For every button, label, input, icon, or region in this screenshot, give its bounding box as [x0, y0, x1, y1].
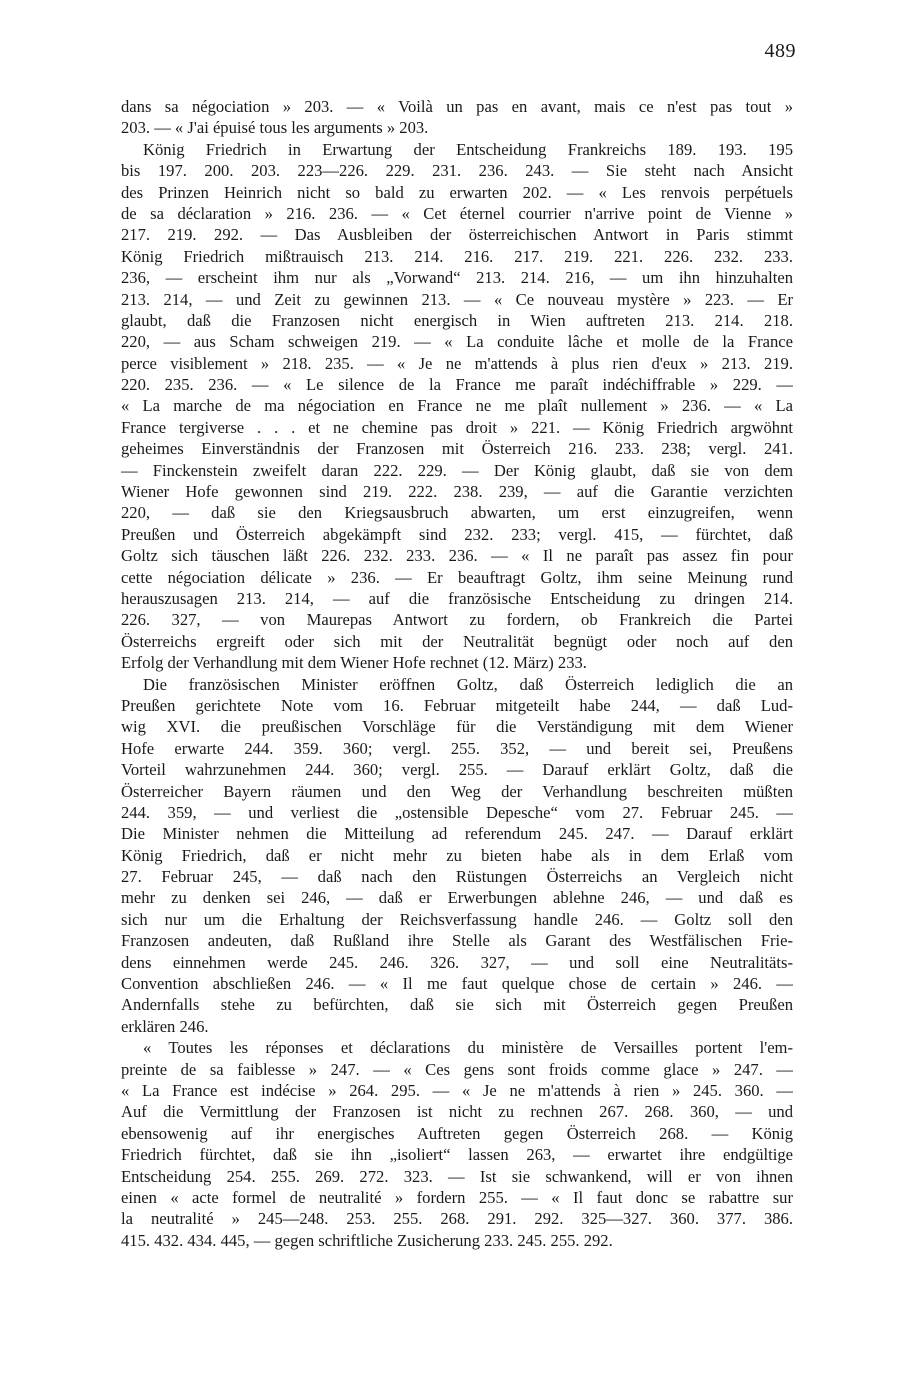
text-line: perce visiblement » 218. 235. — « Je ne m'attends à plus rien d'eux » 213. 219.	[121, 353, 793, 373]
text-line: König Friedrich, daß er nicht mehr zu bieten habe als in dem Erlaß vom	[121, 845, 793, 865]
text-line: 213. 214, — und Zeit zu gewinnen 213. — « Ce nouveau mystère » 223. — Er	[121, 289, 793, 309]
text-line: glaubt, daß die Franzosen nicht energisch in Wien auftreten 213. 214. 218.	[121, 310, 793, 330]
text-line: 203. — « J'ai épuisé tous les arguments » 203.	[121, 118, 429, 138]
text-line: 27. Februar 245, — daß nach den Rüstungen Österreichs an Vergleich nicht	[121, 867, 793, 887]
paragraph-3	[121, 674, 793, 1038]
text-line: Convention abschließen 246. — « Il me faut quelque chose de certain » 246. —	[121, 974, 793, 994]
paragraph-2	[121, 139, 793, 674]
text-line: France tergiverse . . . et ne chemine pas droit » 221. — König Friedrich argwöhnt	[121, 417, 793, 437]
text-line: 220, — daß sie den Kriegsausbruch abwarten, um erst einzugreifen, wenn	[121, 503, 793, 523]
text-line: Franzosen andeuten, daß Rußland ihre Stelle als Garant des Westfälischen Frie-	[121, 931, 793, 951]
text-line: dans sa négociation » 203. — « Voilà un pas en avant, mais ce n'est pas tout »	[121, 97, 793, 116]
text-line: 244. 359, — und verliest die „ostensible Depesche“ vom 27. Februar 245. —	[121, 802, 793, 822]
text-line: 236, — erscheint ihm nur als „Vorwand“ 213. 214. 216, — um ihn hinzuhalten	[121, 268, 793, 288]
text-line: Erfolg der Verhandlung mit dem Wiener Hofe rechnet (12. März) 233.	[121, 653, 587, 673]
text-line: Preußen gerichtete Note vom 16. Februar mitgeteilt habe 244, — daß Lud-	[121, 695, 793, 715]
text-line: de sa déclaration » 216. 236. — « Cet éternel courrier n'arrive point de Vienne »	[121, 203, 793, 223]
text-line: 415. 432. 434. 445, — gegen schriftliche Zusicherung 233. 245. 255. 292.	[121, 1230, 613, 1250]
text-line: mehr zu denken sei 246, — daß er Erwerbungen ablehne 246, — und daß es	[121, 888, 793, 908]
page-number: 489	[764, 40, 796, 62]
text-line: bis 197. 200. 203. 223—226. 229. 231. 236. 243. — Sie steht nach Ansicht	[121, 161, 793, 181]
text-line: Vorteil wahrzunehmen 244. 360; vergl. 255. — Darauf erklärt Goltz, daß die	[121, 760, 793, 780]
text-line: cette négociation délicate » 236. — Er beauftragt Goltz, ihm seine Meinung rund	[121, 567, 793, 587]
text-line: Goltz sich täuschen läßt 226. 232. 233. 236. — « Il ne paraît pas assez fin pour	[121, 546, 793, 566]
text-line: sich nur um die Erhaltung der Reichsverfassung handle 246. — Goltz soll den	[121, 909, 793, 929]
text-line: Preußen und Österreich abgekämpft sind 232. 233; vergl. 415, — fürchtet, daß	[121, 524, 793, 544]
text-line: des Prinzen Heinrich nicht so bald zu erwarten 202. — « Les renvois perpétuels	[121, 182, 793, 202]
text-line: Entscheidung 254. 255. 269. 272. 323. — Ist sie schwankend, will er von ihnen	[121, 1166, 793, 1186]
text-line: Österreichs ergreift oder sich mit der Neutralität begnügt oder noch auf den	[121, 631, 793, 651]
index-text	[121, 96, 793, 1251]
text-line: Hofe erwarte 244. 359. 360; vergl. 255. 352, — und bereit sei, Preußens	[121, 738, 793, 758]
text-line: geheimes Einverständnis der Franzosen mit Österreich 216. 233. 238; vergl. 241.	[121, 439, 793, 459]
text-line: Wiener Hofe gewonnen sind 219. 222. 238. 239, — auf die Garantie verzichten	[121, 482, 793, 502]
text-line: « La France est indécise » 264. 295. — « Je ne m'attends à rien » 245. 360. —	[121, 1080, 793, 1100]
paragraph-4	[121, 1037, 793, 1251]
text-line: 220. 235. 236. — « Le silence de la France me paraît indéchiffrable » 229. —	[121, 375, 793, 395]
text-line: Die französischen Minister eröffnen Goltz, daß Österreich lediglich die an	[143, 674, 793, 694]
text-line: dens einnehmen werde 245. 246. 326. 327, — und soll eine Neutralitäts-	[121, 952, 793, 972]
text-line: erklären 246.	[121, 1016, 209, 1036]
text-line: König Friedrich in Erwartung der Entscheidung Frankreichs 189. 193. 195	[143, 139, 793, 159]
text-line: Auf die Vermittlung der Franzosen ist nicht zu rechnen 267. 268. 360, — und	[121, 1102, 793, 1122]
text-line: Die Minister nehmen die Mitteilung ad referendum 245. 247. — Darauf erklärt	[121, 824, 793, 844]
text-line: ebensowenig auf ihr energisches Auftreten gegen Österreich 268. — König	[121, 1123, 793, 1143]
text-line: Friedrich fürchtet, daß sie ihn „isoliert“ lassen 263, — erwartet ihre endgültige	[121, 1145, 793, 1165]
text-line: herauszusagen 213. 214, — auf die französische Entscheidung zu dringen 214.	[121, 588, 793, 608]
text-line: 217. 219. 292. — Das Ausbleiben der österreichischen Antwort in Paris stimmt	[121, 225, 793, 245]
text-line: — Finckenstein zweifelt daran 222. 229. — Der König glaubt, daß sie von dem	[121, 460, 793, 480]
text-line: wig XVI. die preußischen Vorschläge für die Verständigung mit dem Wiener	[121, 717, 793, 737]
text-line: la neutralité » 245—248. 253. 255. 268. 291. 292. 325—327. 360. 377. 386.	[121, 1209, 793, 1229]
text-line: « Toutes les réponses et déclarations du ministère de Versailles portent l'em-	[143, 1038, 793, 1058]
text-line: einen « acte formel de neutralité » fordern 255. — « Il faut donc se rabattre sur	[121, 1187, 793, 1207]
text-line: König Friedrich mißtrauisch 213. 214. 216. 217. 219. 221. 226. 232. 233.	[121, 246, 793, 266]
paragraph-1	[121, 96, 793, 139]
text-line: 220, — aus Scham schweigen 219. — « La conduite lâche et molle de la France	[121, 332, 793, 352]
text-line: preinte de sa faiblesse » 247. — « Ces gens sont froids comme glace » 247. —	[121, 1059, 793, 1079]
text-line: Andernfalls stehe zu befürchten, daß sie sich mit Österreich gegen Preußen	[121, 995, 793, 1015]
text-line: 226. 327, — von Maurepas Antwort zu fordern, ob Frankreich die Partei	[121, 610, 793, 630]
text-line: « La marche de ma négociation en France ne me plaît nullement » 236. — « La	[121, 396, 793, 416]
text-line: Österreicher Bayern räumen und den Weg der Verhandlung beschreiten müßten	[121, 781, 793, 801]
